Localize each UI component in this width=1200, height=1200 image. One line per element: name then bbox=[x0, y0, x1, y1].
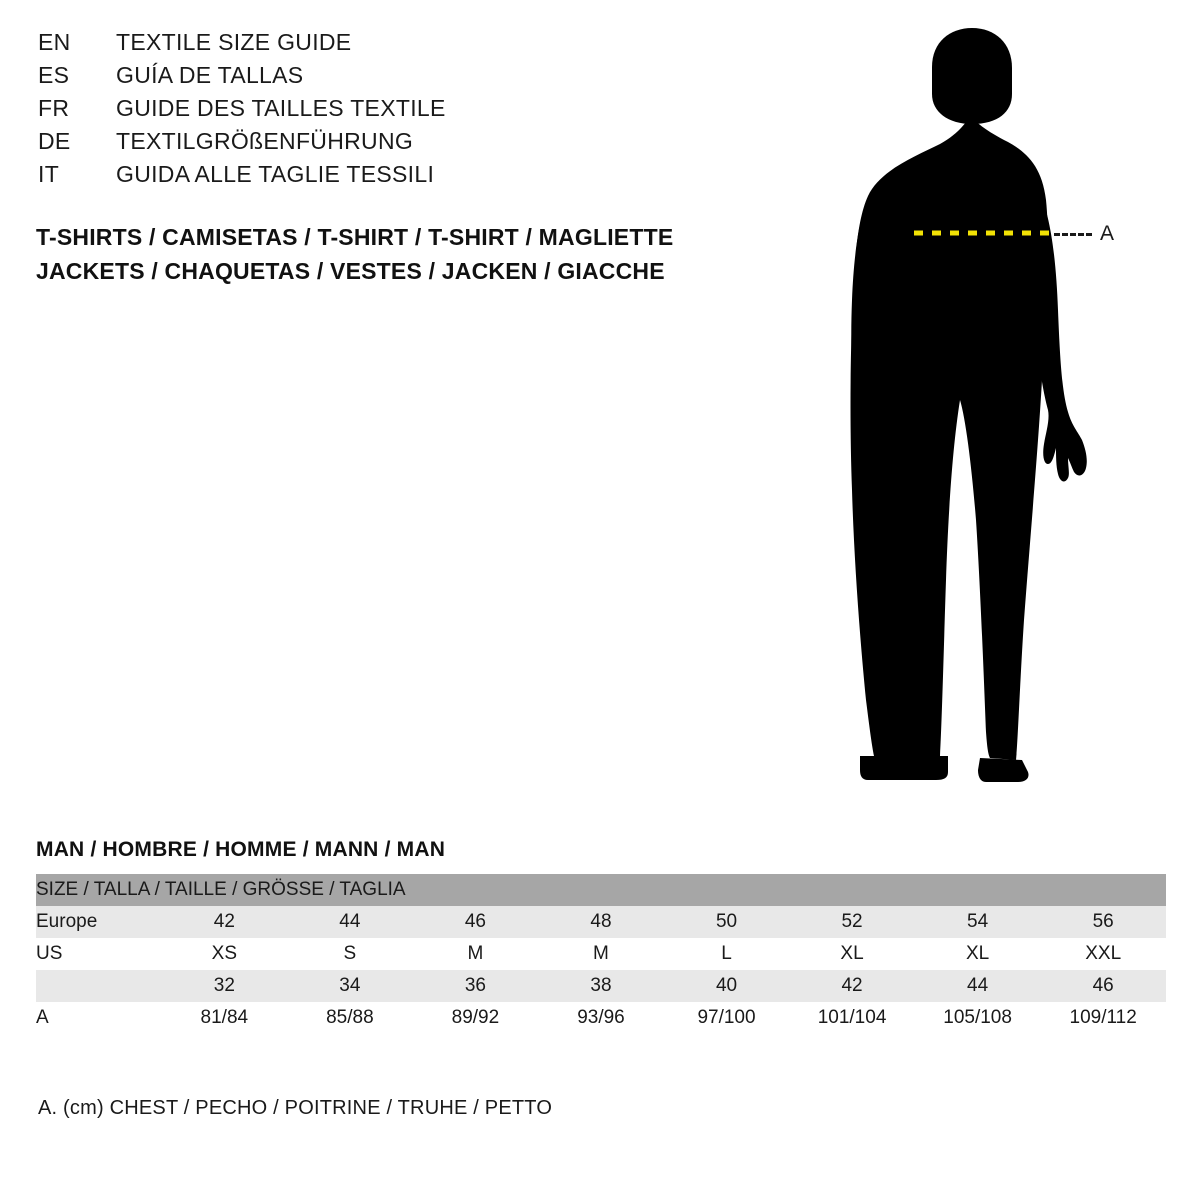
language-row-en bbox=[38, 26, 738, 59]
cell-value: 46 bbox=[413, 906, 539, 938]
cell-value: 44 bbox=[287, 906, 413, 938]
cell-value: 105/108 bbox=[915, 1002, 1041, 1034]
language-text: GUÍA DE TALLAS bbox=[116, 62, 304, 88]
table-group-title: MAN / HOMBRE / HOMME / MANN / MAN bbox=[36, 838, 446, 861]
language-code: IT bbox=[38, 161, 60, 187]
cell-value: 54 bbox=[915, 906, 1041, 938]
cell-value: 56 bbox=[1040, 906, 1166, 938]
size-table-section bbox=[36, 838, 1166, 1034]
cell-value: 36 bbox=[413, 970, 539, 1002]
body-silhouette bbox=[820, 20, 1180, 790]
language-code: ES bbox=[38, 62, 70, 88]
cell-value: 93/96 bbox=[538, 1002, 664, 1034]
language-row-it bbox=[38, 158, 738, 191]
cell-value: 34 bbox=[287, 970, 413, 1002]
language-code: FR bbox=[38, 95, 70, 121]
cell-value: 89/92 bbox=[413, 1002, 539, 1034]
row-label: US bbox=[36, 938, 162, 970]
table-row bbox=[36, 938, 1166, 970]
garment-categories bbox=[36, 220, 673, 288]
measure-label-a: A bbox=[1100, 222, 1115, 245]
cell-value: XL bbox=[789, 938, 915, 970]
row-label bbox=[36, 970, 162, 1002]
size-table bbox=[36, 874, 1166, 1034]
language-text: TEXTILGRÖßENFÜHRUNG bbox=[116, 128, 414, 154]
table-row bbox=[36, 906, 1166, 938]
table-header-row bbox=[36, 874, 1166, 906]
row-label: Europe bbox=[36, 906, 162, 938]
cell-value: 81/84 bbox=[162, 1002, 288, 1034]
language-list bbox=[38, 26, 738, 191]
cell-value: XL bbox=[915, 938, 1041, 970]
row-label: A bbox=[36, 1002, 162, 1034]
cell-value: 38 bbox=[538, 970, 664, 1002]
cell-value: 101/104 bbox=[789, 1002, 915, 1034]
cell-value: 42 bbox=[789, 970, 915, 1002]
cell-value: 46 bbox=[1040, 970, 1166, 1002]
category-jackets: JACKETS / CHAQUETAS / VESTES / JACKEN / GIACCHE bbox=[36, 258, 665, 284]
cell-value: 48 bbox=[538, 906, 664, 938]
language-row-es bbox=[38, 59, 738, 92]
cell-value: M bbox=[413, 938, 539, 970]
table-row bbox=[36, 970, 1166, 1002]
cell-value: XS bbox=[162, 938, 288, 970]
cell-value: M bbox=[538, 938, 664, 970]
cell-value: S bbox=[287, 938, 413, 970]
language-row-de bbox=[38, 125, 738, 158]
cell-value: 85/88 bbox=[287, 1002, 413, 1034]
cell-value: XXL bbox=[1040, 938, 1166, 970]
table-row bbox=[36, 1002, 1166, 1034]
cell-value: 32 bbox=[162, 970, 288, 1002]
cell-value: L bbox=[664, 938, 790, 970]
language-code: DE bbox=[38, 128, 71, 154]
language-text: GUIDA ALLE TAGLIE TESSILI bbox=[116, 161, 435, 187]
language-code: EN bbox=[38, 29, 71, 55]
language-text: TEXTILE SIZE GUIDE bbox=[116, 29, 352, 55]
cell-value: 44 bbox=[915, 970, 1041, 1002]
table-footnote: A. (cm) CHEST / PECHO / POITRINE / TRUHE / PETTO bbox=[38, 1097, 553, 1119]
cell-value: 40 bbox=[664, 970, 790, 1002]
language-text: GUIDE DES TAILLES TEXTILE bbox=[116, 95, 446, 121]
cell-value: 109/112 bbox=[1040, 1002, 1166, 1034]
category-tshirts: T-SHIRTS / CAMISETAS / T-SHIRT / T-SHIRT / MAGLIETTE bbox=[36, 224, 674, 250]
cell-value: 52 bbox=[789, 906, 915, 938]
table-header-label: SIZE / TALLA / TAILLE / GRÖSSE / TAGLIA bbox=[36, 874, 1166, 906]
language-row-fr bbox=[38, 92, 738, 125]
cell-value: 50 bbox=[664, 906, 790, 938]
cell-value: 97/100 bbox=[664, 1002, 790, 1034]
measure-leader-line bbox=[1054, 233, 1092, 236]
cell-value: 42 bbox=[162, 906, 288, 938]
